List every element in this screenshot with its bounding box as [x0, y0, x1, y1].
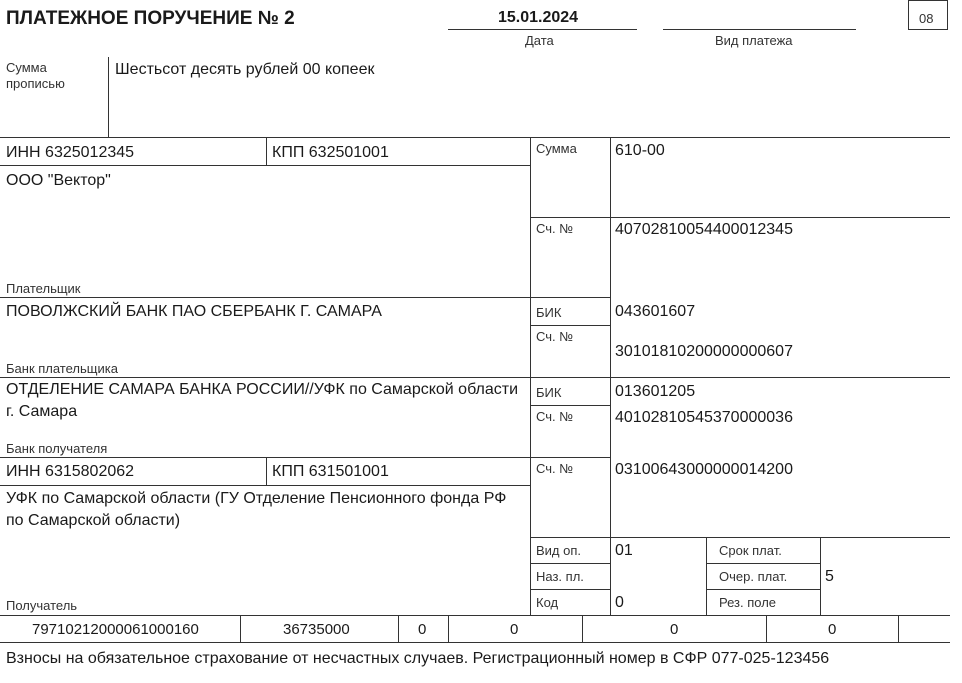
grid-line [266, 457, 267, 485]
recipient-bank-label: Банк получателя [6, 441, 108, 456]
amount-words-divider [108, 57, 109, 137]
grid-line [530, 589, 610, 590]
payer-account-value: 40702810054400012345 [615, 221, 793, 238]
grid-line [448, 615, 449, 642]
payer-label: Плательщик [6, 281, 81, 296]
payer-account-label: Сч. № [536, 221, 574, 236]
grid-line [820, 537, 821, 615]
payment-purpose: Взносы на обязательное страхование от несчастных случаев. Регистрационный номер в СФР 077-025-123456 [6, 650, 830, 667]
form-code: 08 [919, 11, 934, 26]
tax-field-doc-date: 0 [828, 621, 837, 638]
payment-type-underline [663, 29, 856, 30]
grid-line [240, 615, 241, 642]
grid-line [530, 537, 950, 538]
recipient-label: Получатель [6, 598, 78, 613]
recipient-bank-bik-label: БИК [536, 385, 562, 400]
date-value: 15.01.2024 [498, 9, 579, 26]
grid-line [530, 137, 531, 615]
code-value: 0 [615, 594, 624, 611]
recipient-kpp: КПП 631501001 [272, 463, 389, 480]
grid-line [766, 615, 767, 642]
grid-line [266, 137, 267, 165]
order-value: 5 [825, 568, 834, 585]
grid-line [610, 137, 611, 615]
payer-bank-label: Банк плательщика [6, 361, 118, 376]
recipient-account-label: Сч. № [536, 461, 574, 476]
order-label: Очер. плат. [719, 569, 788, 584]
grid-line [0, 137, 950, 138]
grid-line [398, 615, 399, 642]
tax-field-oktmo: 36735000 [283, 621, 350, 638]
recipient-inn: ИНН 6315802062 [6, 463, 135, 480]
grid-line [582, 615, 583, 642]
payer-bank-name: ПОВОЛЖСКИЙ БАНК ПАО СБЕРБАНК Г. САМАРА [6, 303, 382, 320]
grid-line [0, 457, 610, 458]
grid-line [0, 485, 530, 486]
document-title: ПЛАТЕЖНОЕ ПОРУЧЕНИЕ № 2 [6, 8, 295, 29]
grid-line [530, 405, 610, 406]
recipient-bank-account-value: 40102810545370000036 [615, 409, 793, 426]
grid-line [0, 642, 950, 643]
recipient-bank-account-label: Сч. № [536, 409, 574, 424]
date-label: Дата [525, 33, 554, 48]
tax-field-kbk: 79710212000061000160 [32, 621, 199, 638]
sum-value: 610-00 [615, 142, 665, 159]
recipient-account-value: 03100643000000014200 [615, 461, 793, 478]
op-type-label: Вид оп. [536, 543, 582, 558]
recipient-bank-bik-value: 013601205 [615, 383, 696, 400]
amount-words-label-1: Сумма [6, 60, 47, 75]
grid-line [0, 377, 950, 378]
payer-inn: ИНН 6325012345 [6, 144, 135, 161]
grid-line [0, 297, 610, 298]
date-underline [448, 29, 637, 30]
grid-line [0, 615, 950, 616]
term-label: Срок плат. [719, 543, 782, 558]
payer-bank-bik-label: БИК [536, 305, 562, 320]
purpose-code-label: Наз. пл. [536, 569, 584, 584]
payer-bank-account-label: Сч. № [536, 329, 574, 344]
grid-line [898, 615, 899, 642]
code-label: Код [536, 595, 559, 610]
recipient-bank-name: ОТДЕЛЕНИЕ САМАРА БАНКА РОССИИ//УФК по Самарской области г. Самара [6, 381, 519, 420]
amount-words-label-2: прописью [6, 76, 65, 91]
recipient-name: УФК по Самарской области (ГУ Отделение Пенсионного фонда РФ по Самарской области) [6, 490, 507, 529]
tax-field-period: 0 [510, 621, 519, 638]
amount-words-value: Шестьсот десять рублей 00 копеек [115, 61, 375, 78]
grid-line [530, 325, 610, 326]
payer-name: ООО "Вектор" [6, 172, 111, 189]
grid-line [706, 563, 820, 564]
payer-bank-bik-value: 043601607 [615, 303, 696, 320]
tax-field-doc-number: 0 [670, 621, 679, 638]
payer-kpp: КПП 632501001 [272, 144, 389, 161]
grid-line [530, 563, 610, 564]
grid-line [0, 165, 530, 166]
sum-label: Сумма [536, 141, 577, 156]
op-type-value: 01 [615, 542, 633, 559]
grid-line [706, 589, 820, 590]
tax-field-basis: 0 [418, 621, 427, 638]
payer-bank-account-value: 30101810200000000607 [615, 343, 793, 360]
payment-type-label: Вид платежа [715, 33, 793, 48]
reserve-label: Рез. поле [719, 595, 777, 610]
grid-line [706, 537, 707, 615]
grid-line [530, 217, 950, 218]
